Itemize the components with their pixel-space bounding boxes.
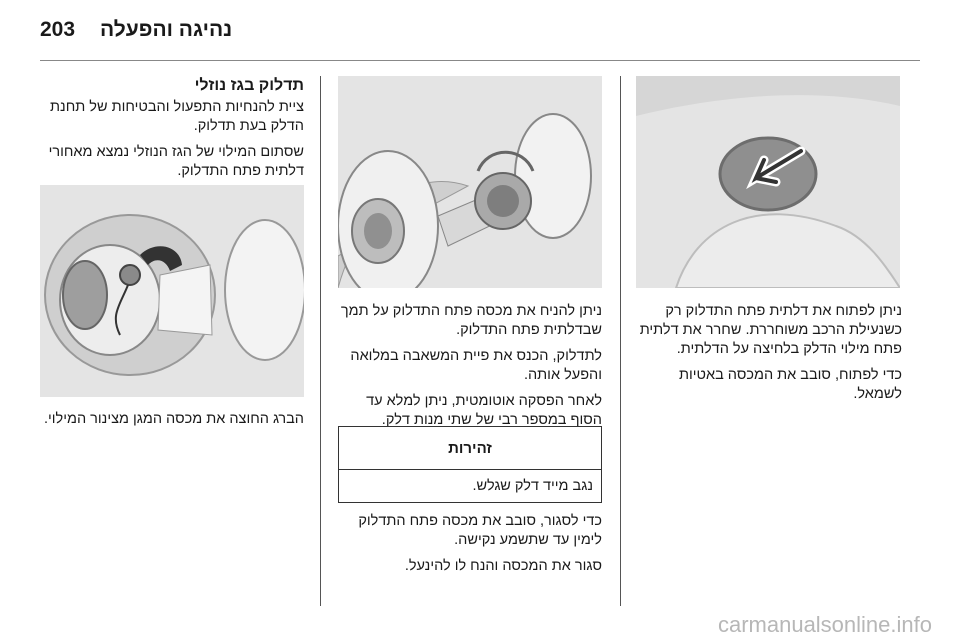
column-divider-left	[320, 76, 321, 606]
middle-column-text-after	[338, 512, 602, 583]
left-column-text	[40, 98, 304, 188]
lpg-valve-figure	[40, 185, 304, 397]
lpg-valve-illustration	[40, 185, 304, 397]
left-column-text-after	[40, 410, 304, 436]
paragraph: כדי לסגור, סובב את מכסה פתח התדלוק לימין עד שתשמע נקישה.	[358, 513, 602, 548]
warning-text: נגב מייד דלק שגלש.	[472, 478, 593, 494]
section-heading: תדלוק בגז נוזלי	[194, 77, 304, 94]
right-column-text	[632, 302, 902, 411]
page-number: 203	[40, 18, 76, 41]
paragraph: ניתן להניח את מכסה פתח התדלוק על תמך שבדלתית פתח התדלוק.	[340, 303, 602, 338]
paragraph: שסתום המילוי של הגז הנוזלי נמצא מאחורי דלתית פתח התדלוק.	[48, 144, 304, 179]
page-title: נהיגה והפעלה	[100, 18, 233, 41]
fuel-cap-illustration	[338, 76, 602, 288]
paragraph: כדי לפתוח, סובב את המכסה באטיות לשמאל.	[678, 367, 902, 402]
warning-title: זהירות	[339, 427, 601, 470]
paragraph: הברג החוצה את מכסה המגן מצינור המילוי.	[43, 411, 304, 427]
paragraph: ציית להנחיות התפעול והבטיחות של תחנת הדלק בעת תדלוק.	[50, 99, 304, 134]
header-rule	[40, 60, 920, 61]
warning-box	[338, 426, 602, 503]
fuel-door-illustration	[636, 76, 900, 288]
fuel-door-figure	[636, 76, 900, 288]
column-divider-right	[620, 76, 621, 606]
paragraph: ניתן לפתוח את דלתית פתח התדלוק רק כשנעילת הרכב משוחררת. שחרר את דלתית פתח מילוי הדלק בלחיצה על הדלתית.	[639, 303, 902, 357]
fuel-cap-figure	[338, 76, 602, 288]
paragraph: סגור את המכסה והנח לו להינעל.	[404, 558, 602, 574]
middle-column-text	[338, 302, 602, 437]
paragraph: לתדלוק, הכנס את פיית המשאבה במלואה והפעל אותה.	[350, 348, 602, 383]
watermark: carmanualsonline.info	[717, 612, 932, 637]
paragraph: לאחר הפסקה אוטומטית, ניתן למלא עד הסוף במספר רבי של שתי מנות דלק.	[366, 393, 602, 428]
